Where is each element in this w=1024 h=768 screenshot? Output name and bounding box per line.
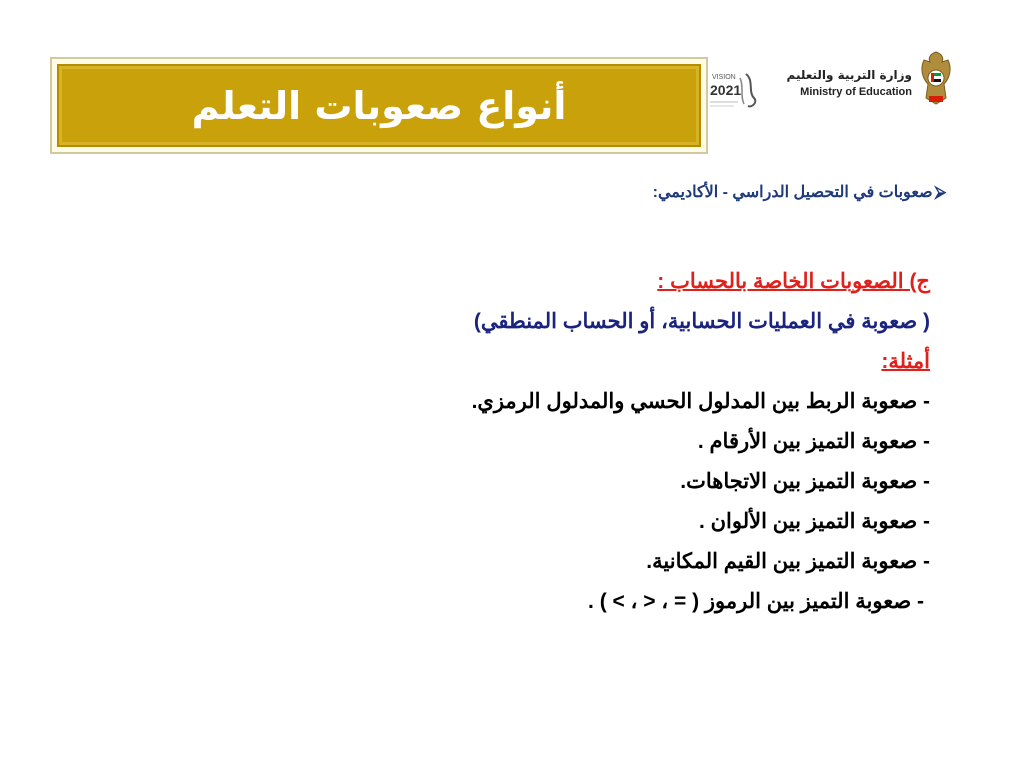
title-banner-fill bbox=[57, 64, 701, 147]
vision-year: 2021 bbox=[710, 82, 742, 98]
example-item: - صعوبة التميز بين القيم المكانية. bbox=[646, 550, 930, 573]
content-body bbox=[472, 262, 930, 622]
examples-label: أمثلة: bbox=[881, 350, 930, 373]
example-item: - صعوبة التميز بين الأرقام . bbox=[697, 430, 930, 453]
section-description: ( صعوبة في العمليات الحسابية، أو الحساب المنطقي) bbox=[473, 310, 930, 333]
vision-2021-logo bbox=[708, 66, 770, 116]
example-item: - صعوبة الربط بين المدلول الحسي والمدلول الرمزي. bbox=[471, 390, 930, 413]
ministry-name-arabic: وزارة التربية والتعليم bbox=[786, 68, 912, 82]
ministry-name-english: Ministry of Education bbox=[800, 86, 912, 98]
section-heading: ج) الصعوبات الخاصة بالحساب : bbox=[657, 270, 930, 293]
title-banner bbox=[50, 57, 708, 154]
example-item: - صعوبة التميز بين الألوان . bbox=[698, 510, 930, 533]
example-item: - صعوبة التميز بين الاتجاهات. bbox=[680, 470, 930, 493]
uae-emblem-icon bbox=[916, 48, 956, 108]
ministry-logo-text bbox=[772, 68, 912, 98]
vision-word: VISION bbox=[712, 74, 736, 81]
example-item: - صعوبة التميز بين الرموز ( = ، < ، > ) . bbox=[588, 590, 924, 613]
page-title: أنواع صعوبات التعلم bbox=[191, 83, 567, 128]
subheading-text: صعوبات في التحصيل الدراسي - الأكاديمي: bbox=[652, 184, 933, 201]
section-subheading bbox=[653, 182, 946, 202]
arrow-bullet-icon: ⮚ bbox=[934, 184, 946, 201]
